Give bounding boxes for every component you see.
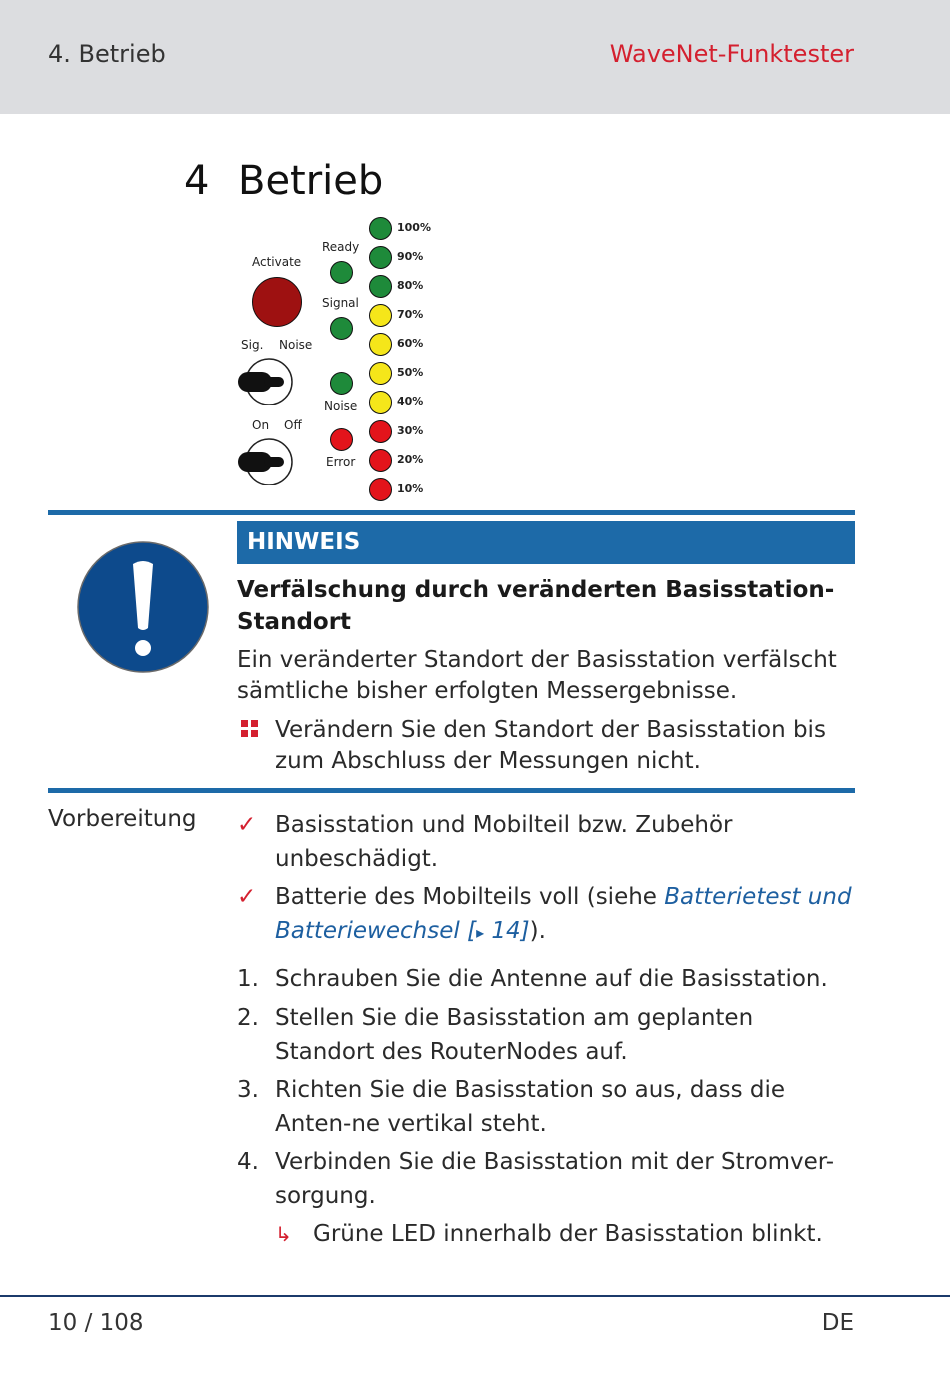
result-arrow-icon: ↳ <box>275 1222 292 1246</box>
activate-button <box>252 277 302 327</box>
level-led <box>369 304 392 327</box>
step-text: Richten Sie die Basisstation so aus, dass die Anten-ne vertikal steht. <box>275 1077 785 1137</box>
level-led <box>369 217 392 240</box>
chapter-number: 4 <box>184 158 210 204</box>
chapter-heading <box>184 158 383 204</box>
level-label: 80% <box>397 279 424 292</box>
noise-switch-label: Noise <box>279 338 313 352</box>
step-text: Verbinden Sie die Basisstation mit der Stromver-sorgung. <box>275 1149 835 1209</box>
level-led <box>369 420 392 443</box>
battery-link-page: 14] <box>484 918 530 944</box>
level-led <box>369 391 392 414</box>
level-led <box>369 246 392 269</box>
step-number: 4. <box>237 1149 259 1175</box>
ready-label: Ready <box>322 240 360 254</box>
signal-label: Signal <box>322 296 359 310</box>
step-text: Schrauben Sie die Antenne auf die Basisstation. <box>275 966 828 992</box>
level-label: 20% <box>397 453 424 466</box>
notice-text: Ein veränderter Standort der Basisstation verfälscht sämtliche bisher erfolgten Messergebnisse. <box>237 647 837 704</box>
error-led <box>330 428 353 451</box>
preparation-label: Vorbereitung <box>48 806 197 832</box>
step-text: Stellen Sie die Basisstation am geplanten Standort des RouterNodes auf. <box>275 1005 754 1065</box>
notice-instruction: Verändern Sie den Standort der Basisstation bis zum Abschluss der Messungen nicht. <box>275 717 826 774</box>
sig-noise-toggle-switch <box>236 357 300 405</box>
level-label: 50% <box>397 366 424 379</box>
battery-link-text: Batterietest und Batteriewechsel [ <box>275 884 852 944</box>
header-section: 4. Betrieb <box>48 40 166 68</box>
sig-label: Sig. <box>241 338 264 352</box>
notice-title: Verfälschung durch veränderten Basisstation-Standort <box>237 577 835 635</box>
noise-label: Noise <box>324 399 358 413</box>
requirement-prefix: Batterie des Mobilteils voll (siehe <box>275 884 665 910</box>
chapter-title: Betrieb <box>238 158 384 204</box>
level-led <box>369 362 392 385</box>
level-label: 30% <box>397 424 424 437</box>
checkmark-icon: ✓ <box>237 812 257 838</box>
notice-top-rule <box>48 510 855 515</box>
level-led <box>369 449 392 472</box>
noise-led <box>330 372 353 395</box>
notice-bottom-rule <box>48 788 855 793</box>
language-code: DE <box>821 1310 854 1336</box>
step-number: 1. <box>237 966 259 992</box>
red-square-bullet-icon <box>241 720 259 738</box>
error-label: Error <box>326 455 356 469</box>
ready-led <box>330 261 353 284</box>
signal-led <box>330 317 353 340</box>
step-number: 2. <box>237 1005 259 1031</box>
requirement-suffix: ). <box>529 918 546 944</box>
page-number: 10 / 108 <box>48 1310 144 1336</box>
requirement-text: Basisstation und Mobilteil bzw. Zubehör unbeschädigt. <box>275 812 733 872</box>
footer-rule <box>0 1295 950 1297</box>
on-off-toggle-switch <box>236 437 300 485</box>
level-label: 90% <box>397 250 424 263</box>
level-label: 100% <box>397 221 431 234</box>
level-label: 40% <box>397 395 424 408</box>
level-label: 60% <box>397 337 424 350</box>
level-led <box>369 275 392 298</box>
activate-label: Activate <box>252 255 302 269</box>
level-label: 10% <box>397 482 424 495</box>
on-label: On <box>252 418 270 432</box>
page-arrow-icon: ▸ <box>476 923 485 942</box>
step-number: 3. <box>237 1077 259 1103</box>
header-product: WaveNet-Funktester <box>609 40 854 68</box>
exclamation-icon <box>76 540 210 674</box>
checkmark-icon: ✓ <box>237 884 257 910</box>
result-text: Grüne LED innerhalb der Basisstation blinkt. <box>313 1221 823 1247</box>
level-led <box>369 333 392 356</box>
level-label: 70% <box>397 308 424 321</box>
page-header <box>0 0 950 114</box>
level-led <box>369 478 392 501</box>
off-label: Off <box>284 418 302 432</box>
notice-heading: HINWEIS <box>237 521 855 564</box>
requirement-text <box>275 880 855 950</box>
device-panel-illustration <box>236 215 436 500</box>
